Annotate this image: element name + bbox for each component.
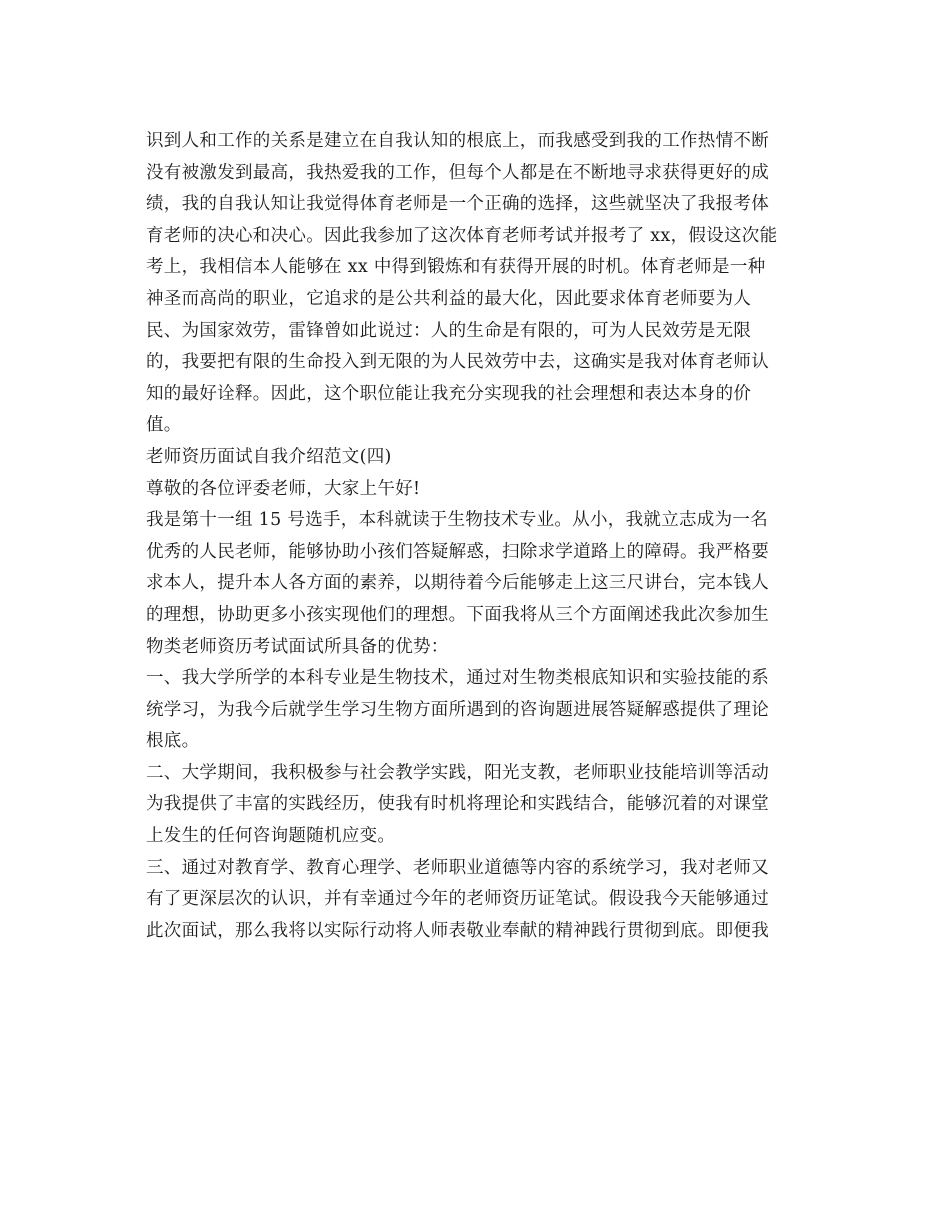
- document-body: [146, 126, 806, 947]
- text-line: 民、为国家效劳，雷锋曾如此说过：人的生命是有限的，可为人民效劳是无限: [146, 320, 752, 341]
- text-line: 物类老师资历考试面试所具备的优势：: [146, 636, 449, 657]
- text-line: 考上，我相信本人能够在 xx 中得到锻炼和有获得开展的时机。体育老师是一种: [146, 257, 766, 278]
- text-line: 的，我要把有限的生命投入到无限的为人民效劳中去，这确实是我对体育老师认: [146, 352, 769, 373]
- list-item-line: 三、通过对教育学、教育心理学、老师职业道德等内容的系统学习，我对老师又: [146, 857, 769, 878]
- list-item-line: 二、大学期间，我积极参与社会教学实践，阳光支教，老师职业技能培训等活动: [146, 762, 769, 783]
- list-item-line: 统学习，为我今后就学生学习生物方面所遇到的咨询题进展答疑解惑提供了理论: [146, 699, 769, 720]
- text-line: 值。: [146, 415, 182, 436]
- list-item-line: 上发生的任何咨询题随机应变。: [146, 826, 396, 847]
- list-item-line: 为我提供了丰富的实践经历，使我有时机将理论和实践结合，能够沉着的对课堂: [146, 794, 769, 815]
- text-line: 没有被激发到最高，我热爱我的工作，但每个人都是在不断地寻求获得更好的成: [146, 162, 769, 183]
- text-line: 神圣而高尚的职业，它追求的是公共利益的最大化，因此要求体育老师要为人: [146, 288, 752, 309]
- list-item-line: 此次面试，那么我将以实际行动将人师表敬业奉献的精神践行贯彻到底。即便我: [146, 920, 769, 941]
- text-line: 我是第十一组 15 号选手，本科就读于生物技术专业。从小，我就立志成为一名: [146, 510, 768, 531]
- list-item-line: 根底。: [146, 731, 200, 752]
- text-line: 知的最好诠释。因此，这个职位能让我充分实现我的社会理想和表达本身的价: [146, 383, 752, 404]
- section-heading: 老师资历面试自我介绍范文(四): [146, 446, 392, 467]
- text-line: 求本人，提升本人各方面的素养，以期待着今后能够走上这三尺讲台，完本钱人: [146, 573, 769, 594]
- text-line: 的理想，协助更多小孩实现他们的理想。下面我将从三个方面阐述我此次参加生: [146, 604, 769, 625]
- greeting-line: 尊敬的各位评委老师，大家上午好!: [146, 478, 421, 499]
- text-line: 优秀的人民老师，能够协助小孩们答疑解惑，扫除求学道路上的障碍。我严格要: [146, 541, 769, 562]
- text-line: 识到人和工作的关系是建立在自我认知的根底上，而我感受到我的工作热情不断: [146, 131, 769, 151]
- list-item-line: 一、我大学所学的本科专业是生物技术，通过对生物类根底知识和实验技能的系: [146, 668, 769, 689]
- text-line: 育老师的决心和决心。因此我参加了这次体育老师考试并报考了 xx，假设这次能: [146, 225, 778, 246]
- list-item-line: 有了更深层次的认识，并有幸通过今年的老师资历证笔试。假设我今天能够通过: [146, 889, 769, 910]
- text-line: 绩，我的自我认知让我觉得体育老师是一个正确的选择，这些就坚决了我报考体: [146, 194, 769, 215]
